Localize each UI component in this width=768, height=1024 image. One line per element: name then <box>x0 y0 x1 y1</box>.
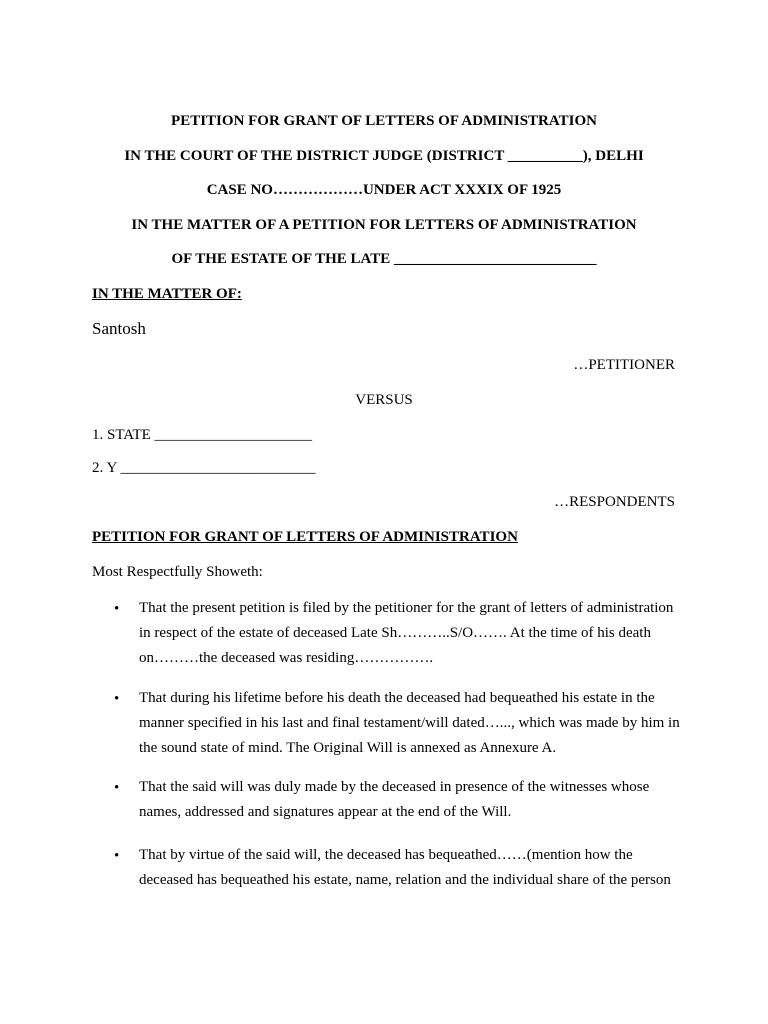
petitioner-name: Santosh <box>92 319 146 338</box>
respondents-role: …RESPONDENTS <box>554 494 675 510</box>
section-title: PETITION FOR GRANT OF LETTERS OF ADMINISTRATION <box>92 529 518 545</box>
heading-title: PETITION FOR GRANT OF LETTERS OF ADMINISTRATION <box>171 113 597 129</box>
heading-court: IN THE COURT OF THE DISTRICT JUDGE (DISTRICT __________), DELHI <box>124 148 644 164</box>
heading-matter: IN THE MATTER OF A PETITION FOR LETTERS OF ADMINISTRATION <box>131 217 637 233</box>
bullet-icon: • <box>114 691 120 707</box>
versus-label: VERSUS <box>355 392 413 408</box>
salutation: Most Respectfully Showeth: <box>92 564 263 580</box>
respondent-1: 1. STATE _____________________ <box>92 427 313 443</box>
bullet-icon: • <box>114 780 120 796</box>
heading-estate: OF THE ESTATE OF THE LATE ___________________________ <box>171 251 597 267</box>
matter-label: IN THE MATTER OF: <box>92 286 242 302</box>
paragraph-text: That the said will was duly made by the deceased in presence of the witnesses whose names, addressed and signatures appear at the end of the Will. <box>139 779 650 820</box>
bullet-icon: • <box>114 601 120 617</box>
paragraph-text: That by virtue of the said will, the deceased has bequeathed……(mention how the deceased has bequeathed his estate, name, relation and the individual share of the person <box>139 847 671 888</box>
respondent-2: 2. Y __________________________ <box>92 460 316 476</box>
paragraph-text: That the present petition is filed by the petitioner for the grant of letters of administration in respect of the estate of deceased Late Sh………..S/O……. At the time of his death on………the deceased was residing……………. <box>139 600 674 666</box>
heading-case-no: CASE NO………………UNDER ACT XXXIX OF 1925 <box>206 182 562 198</box>
paragraph-text: That during his lifetime before his death the deceased had bequeathed his estate in the manner specified in his last and final testament/will dated…..., which was made by him in the sound state of mind. The Original Will is annexed as Annexure A. <box>139 690 680 756</box>
bullet-icon: • <box>114 848 120 864</box>
petitioner-role: …PETITIONER <box>573 357 675 373</box>
